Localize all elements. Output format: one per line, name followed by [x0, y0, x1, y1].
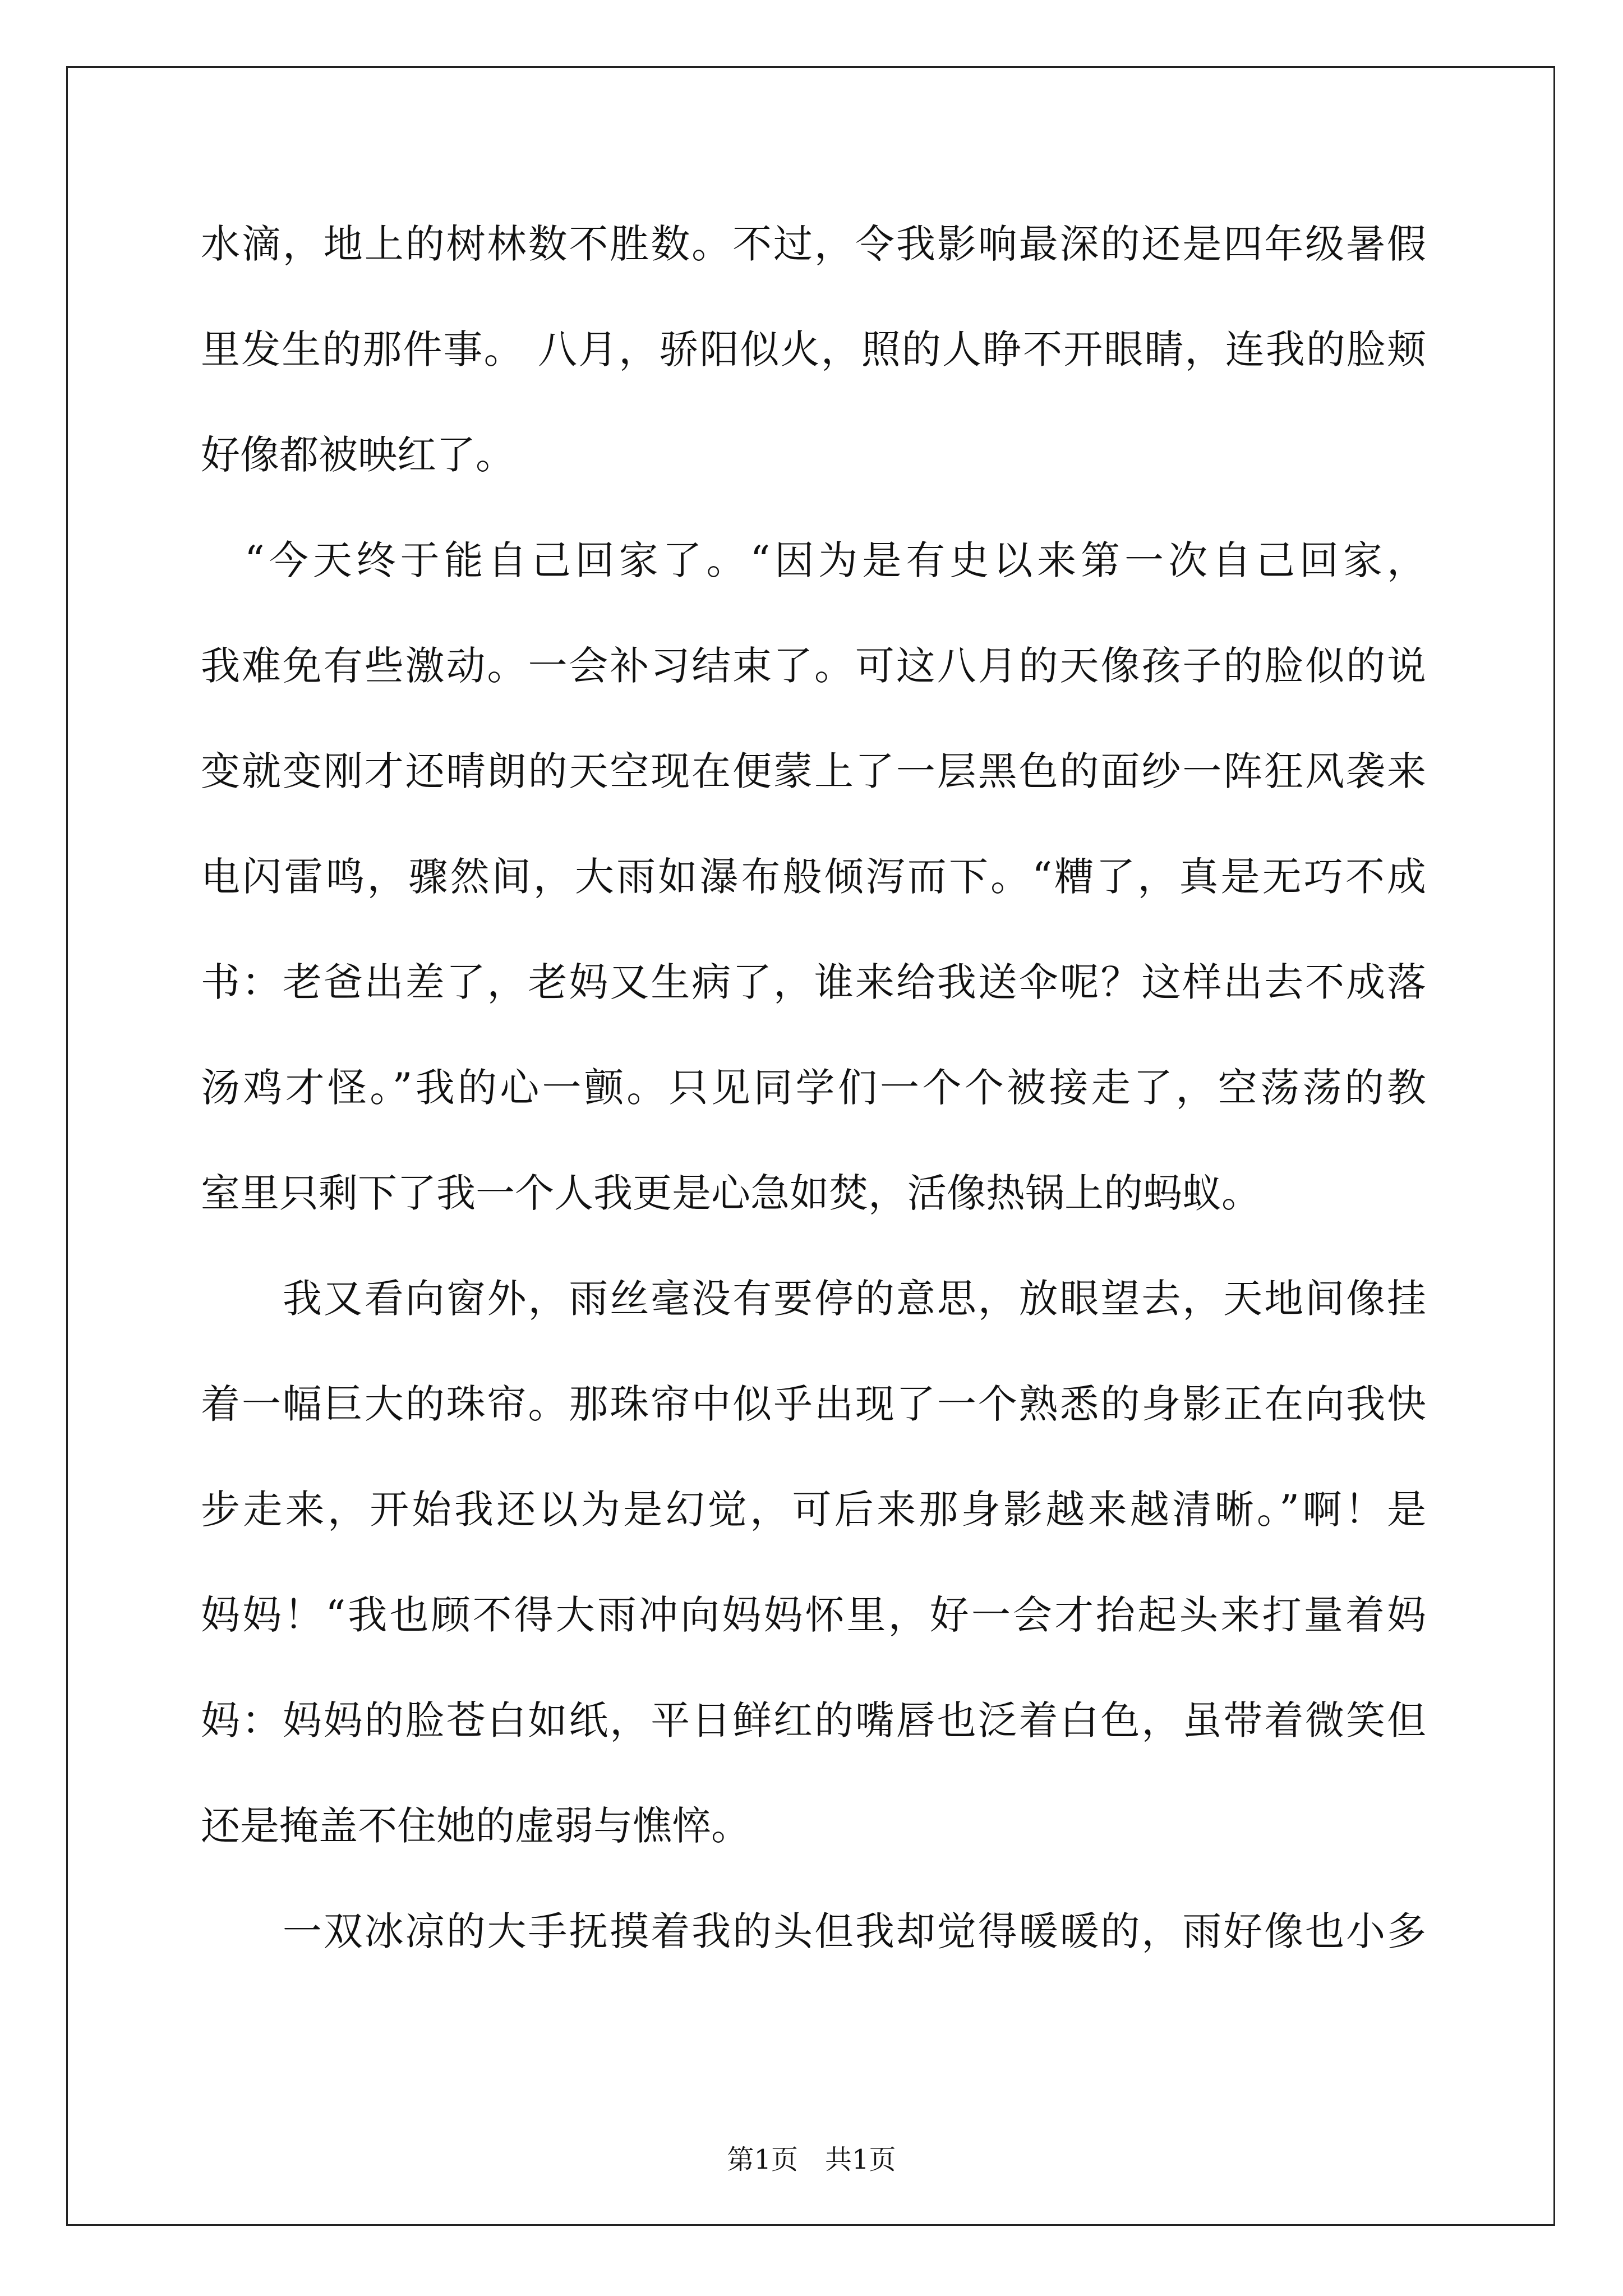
document-body: [201, 215, 1426, 2008]
text-line: 步走来，开始我还以为是幻觉，可后来那身影越来越清晰。”啊！是: [201, 1487, 1426, 1533]
text-line: 电闪雷鸣，骤然间，大雨如瀑布般倾泻而下。“糟了，真是无巧不成: [201, 854, 1426, 900]
text-line: 汤鸡才怪。”我的心一颤。只见同学们一个个被接走了，空荡荡的教: [201, 1065, 1426, 1111]
text-line: “今天终于能自己回家了。“因为是有史以来第一次自己回家，: [201, 537, 1426, 583]
text-line: 好像都被映红了。: [201, 432, 515, 478]
text-line: 妈：妈妈的脸苍白如纸，平日鲜红的嘴唇也泛着白色，虽带着微笑但: [201, 1697, 1426, 1743]
text-line: 里发生的那件事。 八月，骄阳似火，照的人睁不开眼睛，连我的脸颊: [201, 326, 1426, 372]
text-line: 妈妈！“我也顾不得大雨冲向妈妈怀里，好一会才抬起头来打量着妈: [201, 1592, 1426, 1638]
text-line: 我难免有些激动。一会补习结束了。可这八月的天像孩子的脸似的说: [201, 643, 1426, 689]
text-line: 着一幅巨大的珠帘。那珠帘中似乎出现了一个熟悉的身影正在向我快: [201, 1381, 1426, 1427]
text-line: 还是掩盖不住她的虚弱与憔悴。: [201, 1803, 750, 1849]
page-footer: 第1页 共1页: [727, 2144, 896, 2175]
text-line: 变就变刚才还晴朗的天空现在便蒙上了一层黑色的面纱一阵狂风袭来: [201, 748, 1426, 794]
text-line: 一双冰凉的大手抚摸着我的头但我却觉得暖暖的，雨好像也小多: [201, 1908, 1426, 1954]
text-line: 书：老爸出差了，老妈又生病了，谁来给我送伞呢？这样出去不成落: [201, 959, 1426, 1005]
text-line: 我又看向窗外，雨丝毫没有要停的意思，放眼望去，天地间像挂: [201, 1276, 1426, 1322]
text-line: 室里只剩下了我一个人我更是心急如焚，活像热锅上的蚂蚁。: [201, 1170, 1261, 1216]
text-line: 水滴，地上的树林数不胜数。不过，令我影响最深的还是四年级暑假: [201, 221, 1426, 267]
